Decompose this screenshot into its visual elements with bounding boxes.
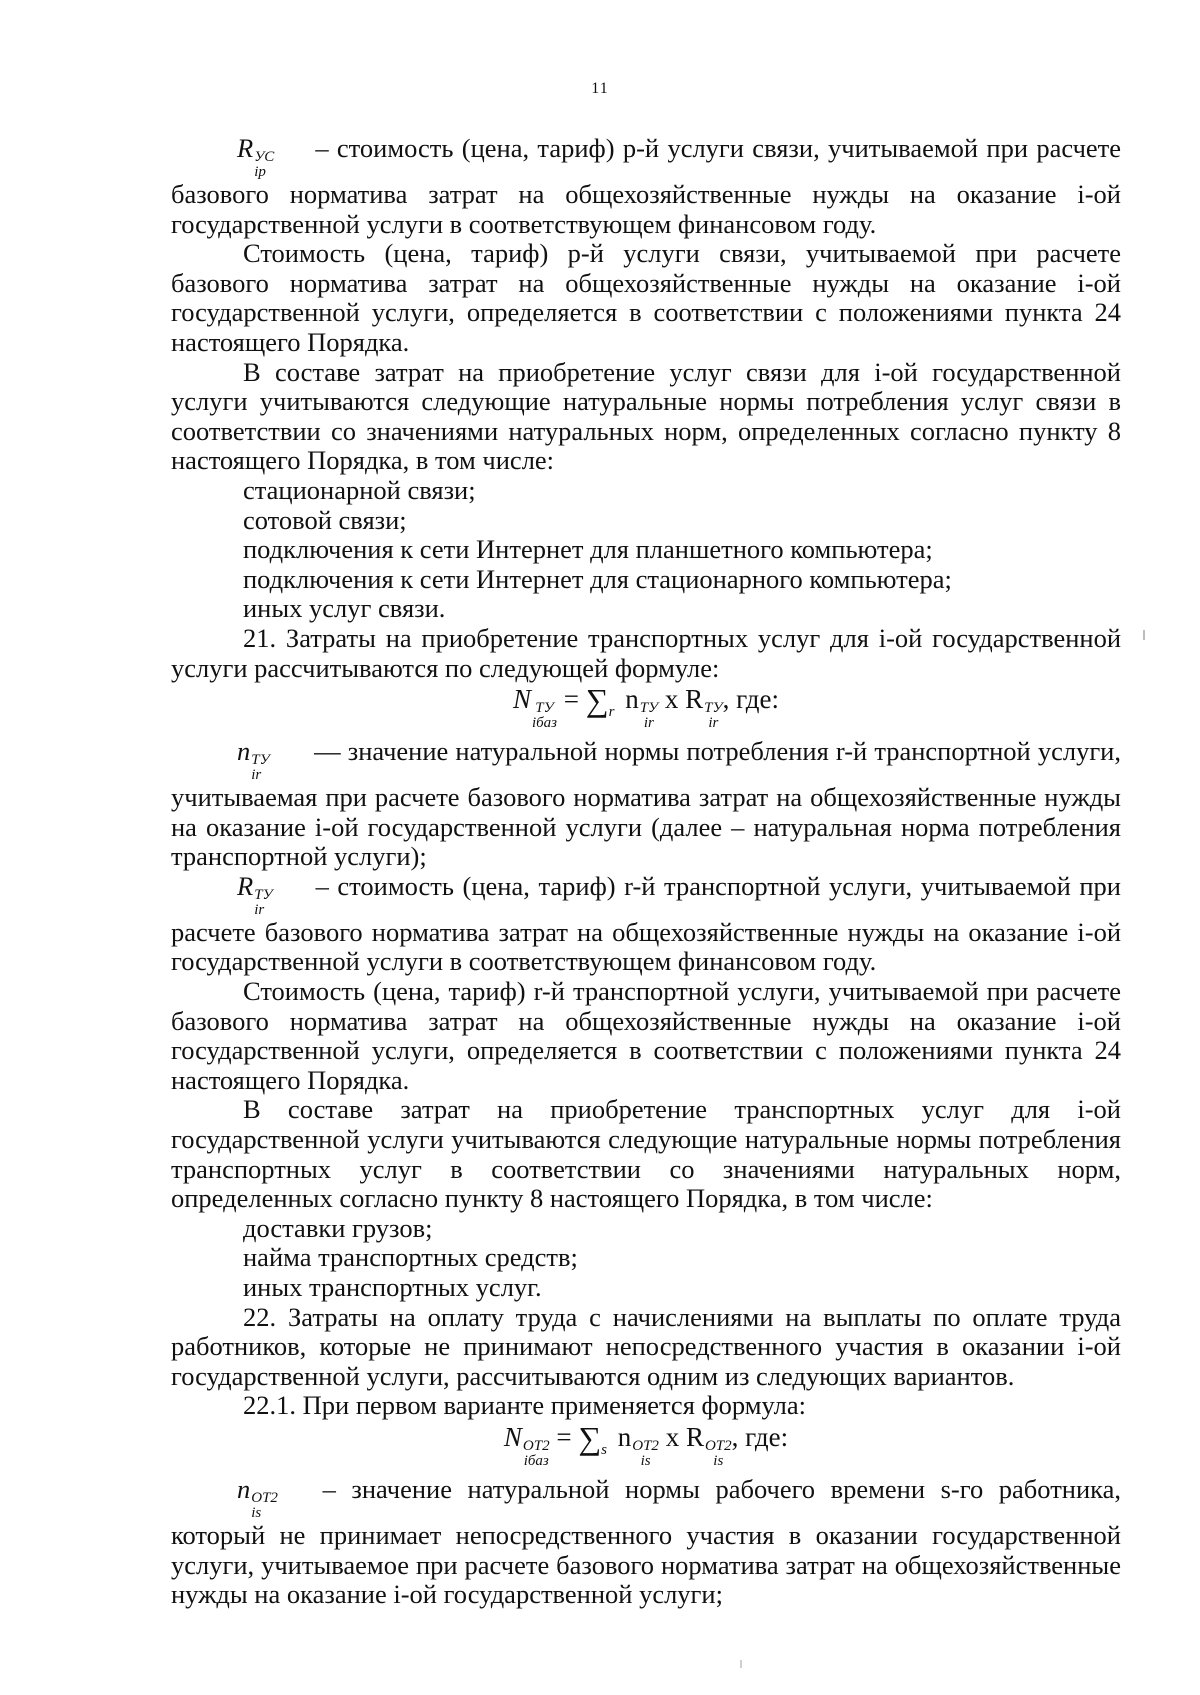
document-body: [171, 134, 1121, 1610]
paragraph-communication-norms: В составе затрат на приобретение услуг связи для i-ой государственной услуги учитываются следующие натуральные нормы потребления услуг связи в соответствии со значениями натуральных норм, определенных согласно пункту 8 настоящего Порядка, в том числе:: [171, 356, 1121, 476]
paragraph-transport-norms: В составе затрат на приобретение транспортных услуг для i-ой государственной услуги учитываются следующие натуральные нормы потребления транспортных услуг в соответствии со значениями натуральных норм, определенных согласно пункту 8 настоящего Порядка, в том числе:: [171, 1094, 1121, 1214]
list-item: доставки грузов;: [243, 1212, 433, 1243]
list-item: иных транспортных услуг.: [243, 1272, 542, 1302]
definition-n-tu-text: — значение натуральной нормы потребления r-й транспортной услуги, учитываемая при расчете базового норматива затрат на общехозяйственные нужды на оказание i-ой государственной услуги (далее – натуральная норма потребления транспортной услуги);: [171, 736, 1121, 872]
paragraph-21: 21. Затраты на приобретение транспортных услуг для i-ой государственной услуги рассчитываются по следующей формуле:: [171, 622, 1121, 683]
definition-n-ot2: [171, 1475, 1121, 1610]
formula-labor: N ОТ2 iбаз = $\sum_s$ n ОТ2 is x R ОТ2 is , где:: [503, 1419, 789, 1469]
definition-n-tu: [171, 737, 1121, 872]
list-item: подключения к сети Интернет для стационарного компьютера;: [243, 563, 952, 594]
page-number: 11: [591, 80, 609, 97]
list-item: сотовой связи;: [243, 504, 407, 535]
paragraph-22: 22. Затраты на оплату труда с начислениями на выплаты по оплате труда работников, которые не принимают непосредственного участия в оказании i-ой государственной услуги, рассчитываются одним из следующих вариантов.: [171, 1301, 1121, 1391]
symbol-n-tu: n ТУ ir: [237, 736, 270, 784]
list-item: стационарной связи;: [243, 474, 476, 505]
list-item: найма транспортных средств;: [243, 1242, 578, 1273]
definition-r-us-text: – стоимость (цена, тариф) p-й услуги связи, учитываемой при расчете базового норматива затрат на общехозяйственные нужды на оказание i-ой государственной услуги в соответствующем финансовом году.: [171, 133, 1121, 239]
paragraph-22-1: 22.1. При первом варианте применяется формула:: [243, 1390, 806, 1421]
symbol-n-ot2: n ОТ2 is: [237, 1473, 278, 1521]
symbol-r-us: R УС ip: [237, 133, 275, 180]
formula-transport: N ТУ iбаз = $\sum_r$ n ТУ ir x R ТУ ir , где:: [512, 682, 780, 732]
paragraph-cost-transport: Стоимость (цена, тариф) r-й транспортной услуги, учитываемой при расчете базового норматива затрат на общехозяйственные нужды на оказание i-ой государственной услуги, определяется в соответствии с положениями пункта 24 настоящего Порядка.: [171, 976, 1121, 1095]
paragraph-cost-communication: Стоимость (цена, тариф) p-й услуги связи, учитываемой при расчете базового норматива затрат на общехозяйственные нужды на оказание i-ой государственной услуги, определяется в соответствии с положениями пункта 24 настоящего Порядка.: [171, 238, 1121, 357]
definition-n-ot2-text: – значение натуральной нормы рабочего времени s-го работника, который не принимает непосредственного участия в оказании государственной услуги, учитываемое при расчете базового норматива затрат на общехозяйственные нужды на оказание i-ой государственной услуги;: [171, 1473, 1121, 1610]
definition-r-tu-text: – стоимость (цена, тариф) r-й транспортной услуги, учитываемой при расчете базового норматива затрат на общехозяйственные нужды на оказание i-ой государственной услуги в соответствующем финансовом году.: [171, 870, 1121, 977]
definition-r-us: [171, 134, 1121, 239]
scan-mark: [740, 1660, 742, 1668]
symbol-r-tu: R ТУ ir: [237, 870, 273, 918]
list-item: иных услуг связи.: [243, 593, 446, 624]
scan-mark: [1143, 630, 1145, 640]
definition-r-tu: [171, 872, 1121, 977]
list-item: подключения к сети Интернет для планшетного компьютера;: [243, 534, 933, 565]
